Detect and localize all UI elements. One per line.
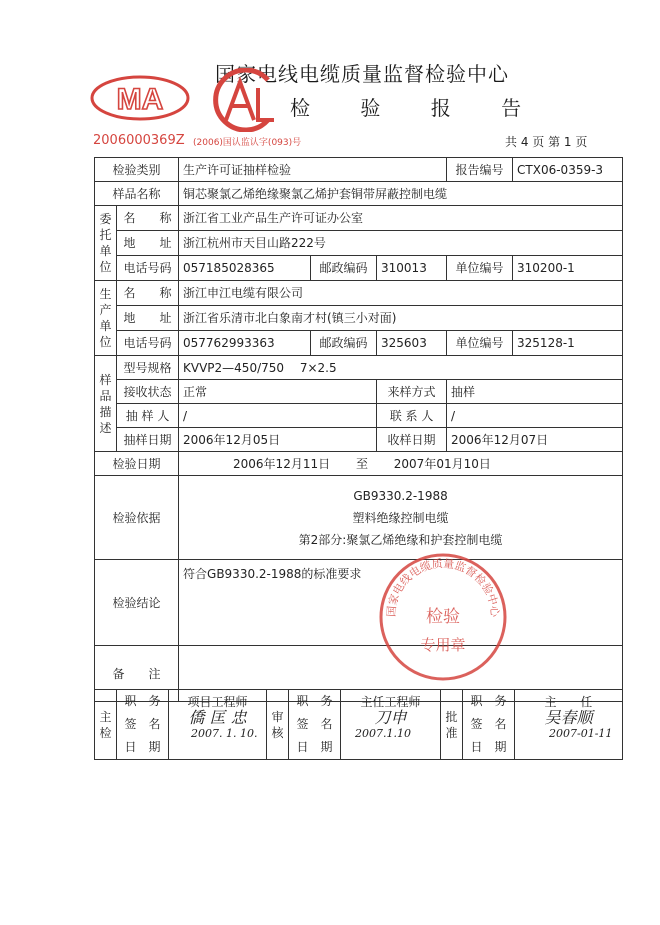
stamp-center-text: 检验	[426, 607, 460, 627]
client-unit-no-label: 单位编号	[447, 256, 513, 281]
reviewer-sign-label: 签 名	[296, 717, 333, 731]
inspector-sign-label: 签 名	[124, 717, 161, 731]
reviewer-title: 主任工程师	[360, 695, 421, 709]
reviewer-label: 审核	[267, 690, 289, 760]
reviewer-values	[341, 690, 441, 760]
report-no-value: CTX06-0359-3	[513, 158, 623, 182]
inspector-title: 项目工程师	[187, 695, 248, 709]
basis-cell	[179, 476, 623, 560]
received-date-value: 2006年12月07日	[447, 428, 623, 452]
approver-values	[515, 690, 623, 760]
producer-postcode-label: 邮政编码	[311, 331, 377, 356]
client-postcode-value: 310013	[377, 256, 447, 281]
approver-field-labels	[463, 690, 515, 760]
approver-date: 2007-01-11	[549, 727, 613, 740]
cert-number: 2006000369Z	[93, 133, 185, 148]
producer-unit-no-value: 325128-1	[513, 331, 623, 356]
reviewer-signature: 刀申	[374, 708, 407, 727]
basis-line-1: GB9330.2-1988	[353, 488, 448, 503]
inspection-date-to-word: 至	[355, 456, 368, 471]
row-sample-name	[95, 182, 623, 206]
producer-group-label: 生产单位	[95, 281, 117, 356]
client-unit-no-value: 310200-1	[513, 256, 623, 281]
approver-title: 主 任	[544, 695, 593, 709]
inspection-date-label: 检验日期	[95, 452, 179, 476]
inspection-date-to: 2007年01月10日	[393, 456, 491, 471]
basis-label: 检验依据	[95, 476, 179, 560]
stamp-bottom-text: 专用章	[420, 636, 466, 654]
client-phone-value: 057185028365	[179, 256, 311, 281]
conclusion-label: 检验结论	[95, 560, 179, 646]
conclusion-value: 符合GB9330.2-1988的标准要求	[179, 560, 623, 646]
reviewer-position-label: 职 务	[296, 694, 333, 708]
cert-note: (2006)国认监认字(093)号	[193, 138, 302, 148]
approver-date-label: 日 期	[470, 740, 507, 754]
client-postcode-label: 邮政编码	[311, 256, 377, 281]
approver-label: 批准	[441, 690, 463, 760]
producer-phone-label: 电话号码	[117, 331, 179, 356]
sample-name-label: 样品名称	[95, 182, 179, 206]
ma-logo	[90, 75, 190, 121]
basis-line-3: 第2部分:聚氯乙烯绝缘和护套控制电缆	[298, 532, 503, 547]
row-category	[95, 158, 623, 182]
client-phone-label: 电话号码	[117, 256, 179, 281]
page-info: 共 4 页 第 1 页	[505, 135, 588, 149]
inspector-field-labels	[117, 690, 169, 760]
producer-name-label: 名 称	[117, 281, 179, 306]
contact-value: /	[447, 404, 623, 428]
reviewer-date-label: 日 期	[296, 740, 333, 754]
stamp-ring-text: 国家电线电缆质量监督检验中心	[384, 557, 502, 618]
inspection-date-cell	[179, 452, 623, 476]
inspection-date-from: 2006年12月11日	[233, 456, 331, 471]
inspector-label: 主检	[95, 690, 117, 760]
approver-sign-label: 签 名	[470, 717, 507, 731]
producer-unit-no-label: 单位编号	[447, 331, 513, 356]
sampler-value: /	[179, 404, 377, 428]
model-value: KVVP2—450/750 7×2.5	[179, 356, 623, 380]
sampler-label: 抽 样 人	[117, 404, 179, 428]
source-label: 来样方式	[377, 380, 447, 404]
center-name: 国家电线电缆质量监督检验中心	[215, 62, 509, 86]
sampling-date-value: 2006年12月05日	[179, 428, 377, 452]
reviewer-date: 2007.1.10	[355, 727, 411, 740]
inspector-values	[169, 690, 267, 760]
producer-phone-value: 057762993363	[179, 331, 311, 356]
remarks-label: 备 注	[95, 646, 179, 702]
producer-address-label: 地 址	[117, 306, 179, 331]
inspector-date: 2007. 1. 10.	[191, 727, 258, 740]
received-date-label: 收样日期	[377, 428, 447, 452]
inspector-signature: 僑 匡 忠	[188, 708, 247, 727]
cal-logo	[198, 68, 282, 132]
basis-line-2: 塑料绝缘控制电缆	[352, 510, 449, 525]
client-address-label: 地 址	[117, 231, 179, 256]
producer-postcode-value: 325603	[377, 331, 447, 356]
signature-table	[94, 689, 623, 760]
producer-address-value: 浙江省乐清市北白象南才村(镇三小对面)	[179, 306, 623, 331]
report-no-label: 报告编号	[447, 158, 513, 182]
receipt-value: 正常	[179, 380, 377, 404]
category-label: 检验类别	[95, 158, 179, 182]
model-label: 型号规格	[117, 356, 179, 380]
source-value: 抽样	[447, 380, 623, 404]
inspector-date-label: 日 期	[124, 740, 161, 754]
report-table	[94, 157, 623, 702]
reviewer-field-labels	[289, 690, 341, 760]
client-name-label: 名 称	[117, 206, 179, 231]
sample-group-label: 样品描述	[95, 356, 117, 452]
report-title: 检 验 报 告	[290, 96, 544, 120]
sample-name-value: 铜芯聚氯乙烯绝缘聚氯乙烯护套铜带屏蔽控制电缆	[179, 182, 623, 206]
category-value: 生产许可证抽样检验	[179, 158, 447, 182]
ma-logo-text: MA	[116, 83, 164, 116]
producer-name-value: 浙江申江电缆有限公司	[179, 281, 623, 306]
contact-label: 联 系 人	[377, 404, 447, 428]
inspector-position-label: 职 务	[124, 694, 161, 708]
sampling-date-label: 抽样日期	[117, 428, 179, 452]
receipt-label: 接收状态	[117, 380, 179, 404]
approver-position-label: 职 务	[470, 694, 507, 708]
client-group-label: 委托单位	[95, 206, 117, 281]
client-address-value: 浙江杭州市天目山路222号	[179, 231, 623, 256]
client-name-value: 浙江省工业产品生产许可证办公室	[179, 206, 623, 231]
approver-signature: 吴春顺	[544, 708, 593, 727]
